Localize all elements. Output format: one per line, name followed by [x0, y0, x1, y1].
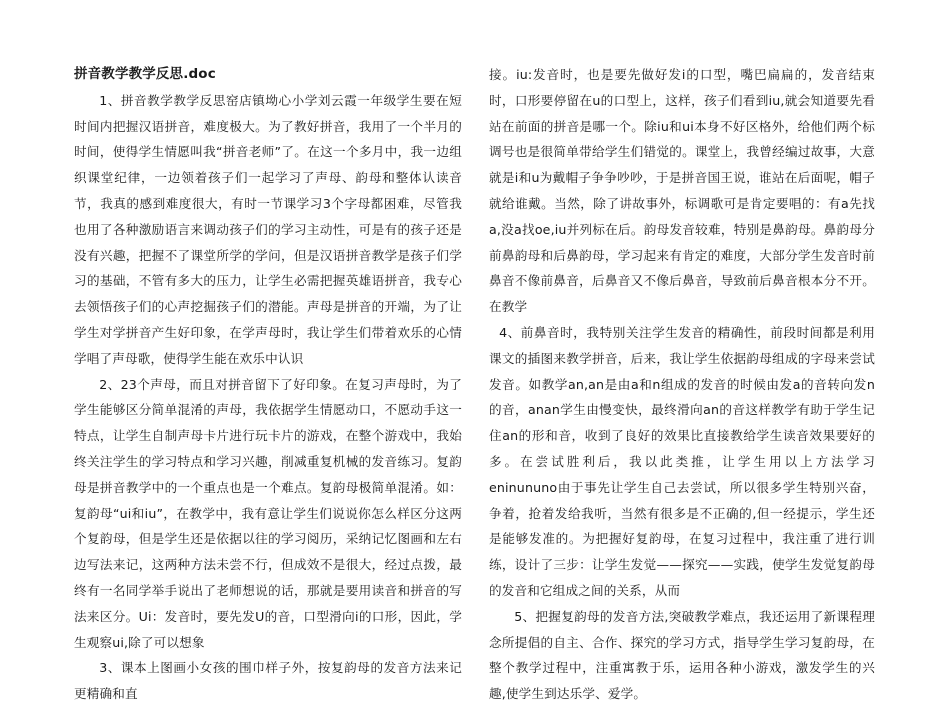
right-column [489, 62, 875, 707]
paragraph-3-continued: 接。iu:发音时，也是要先做好发i的口型，嘴巴扁扁的，发音结束时，口形要停留在u的口型上，这样，孩子们看到iu,就会知道要先看站在前面的拼音是哪一个。除iu和ui本身不好区格外，给他们两个标调号也是很简单带给学生们错觉的。课堂上，我曾经编过故事，大意就是i和u为戴帽子争争吵吵，于是拼音国王说，谁站在后面呢，帽子就给谁戴。当然，除了讲故事外，标调歌可是肯定要唱的：有a先找a,没a找oe,iu并列标在后。韵母发音较难，特别是鼻韵母。鼻韵母分前鼻韵母和后鼻韵母，学习起来有肯定的难度，大部分学生发音时前鼻音不像前鼻音，后鼻音又不像后鼻音，导致前后鼻音根本分不开。在教学 [489, 67, 875, 315]
document-title: 拼音教学教学反思.doc [74, 66, 216, 82]
paragraph-4: 4、前鼻音时，我特别关注学生发音的精确性，前段时间都是利用课文的插图来教学拼音，后来，我让学生依据韵母组成的字母来尝试发音。如教学an,an是由a和n组成的发音的时候由发a的音转向发n的音，anan学生由慢变快，最终滑向an的音这样教学有助于学生记住an的形和音，收到了良好的效果比直接教给学生读音效果要好的多。在尝试胜利后，我以此类推，让学生用以上方法学习eninununo由于事先让学生自己去尝试，所以很多学生特别兴奋，争着，抢着发给我听，当然有很多是不正确的,但一经提示，学生还是能够发准的。为把握好复韵母，在复习过程中，我注重了进行训练，设计了三步：让学生发觉——探究——实践，使学生发觉复韵母的发音和它组成之间的关系，从而 [489, 324, 875, 598]
left-column [74, 62, 462, 707]
paragraph-5: 5、把握复韵母的发音方法,突破教学难点，我还运用了新课程理念所提倡的自主、合作、探究的学习方式，指导学生学习复韵母，在整个教学过程中，注重寓教于乐，运用各种小游戏，激发学生的兴趣,使学生到达乐学、爱学。 [489, 608, 875, 702]
paragraph-3: 3、课本上图画小女孩的围巾样子外，按复韵母的发音方法来记更精确和直 [74, 660, 462, 702]
paragraph-1: 1、拼音教学教学反思窑店镇坳心小学刘云霞一年级学生要在短时间内把握汉语拼音，难度极大。为了教好拼音，我用了一个半月的时间，使得学生情愿叫我“拼音老师”了。在这一个多月中，我一边组织课堂纪律，一边领着孩子们一起学习了声母、韵母和整体认读音节，我真的感到难度很大，有时一节课学习3个字母都困难，尽管我也用了各种激励语言来调动孩子们的学习主动性，可是有的孩子还是没有兴趣，把握不了课堂所学的学问，但是汉语拼音教学是孩子们学习的基础，不管有多大的压力，让学生必需把握英雄语拼音，我专心去领悟孩子们的心声挖掘孩子们的潜能。声母是拼音的开端，为了让学生对学拼音产生好印象，在学声母时，我让学生们带着欢乐的心情学唱了声母歌，使得学生能在欢乐中认识 [74, 92, 462, 366]
paragraph-2: 2、23个声母，而且对拼音留下了好印象。在复习声母时，为了学生能够区分简单混淆的声母，我依据学生情愿动口，不愿动手这一特点，让学生自制声母卡片进行玩卡片的游戏，在整个游戏中，我始终关注学生的学习特点和学习兴趣，削减重复机械的发音练习。复韵母是拼音教学中的一个重点也是一个难点。复韵母极简单混淆。如：复韵母“ui和iu”，在教学中，我有意让学生们说说你怎么样区分这两个复韵母，但是学生还是依据以往的学习阅历，采纳记忆图画和左右边写法来记，这两种方法未尝不行，但成效不是很大，经过点拨，最终有一名同学举手说出了老师想说的话，那就是要用读音和拼音的写法来区分。Ui：发音时，要先发U的音，口型滑向i的口形，因此，学生观察ui,除了可以想象 [74, 376, 462, 650]
